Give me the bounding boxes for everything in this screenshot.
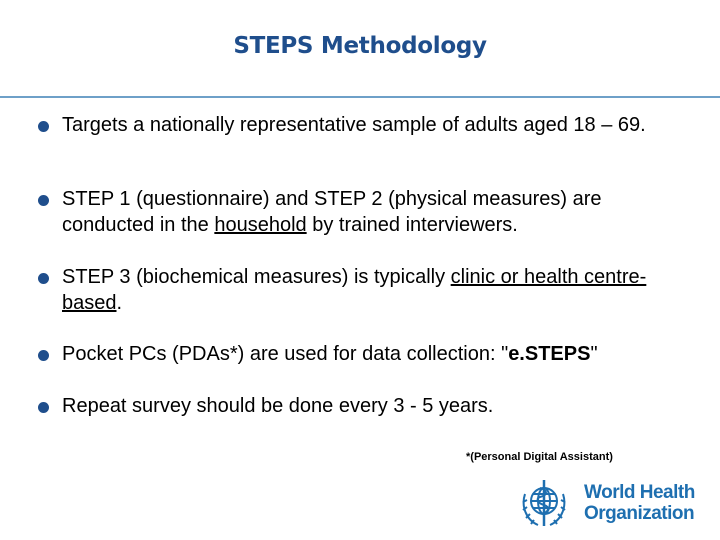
who-logo bbox=[516, 476, 696, 532]
bullet-text: Targets a nationally representative sample of adults aged 18 – 69. bbox=[62, 114, 646, 136]
logo-line-2: Organization bbox=[584, 503, 695, 524]
who-emblem-icon bbox=[516, 476, 572, 532]
bullet-text: STEP 1 (questionnaire) and STEP 2 (physical measures) are conducted in the household by trained interviewers. bbox=[62, 188, 602, 236]
underlined-term: household bbox=[214, 214, 307, 236]
who-logo-text bbox=[584, 482, 695, 524]
bullet-dot-icon bbox=[38, 402, 49, 413]
bullet-text: Pocket PCs (PDAs*) are used for data collection: "e.STEPS" bbox=[62, 343, 598, 365]
logo-line-1: World Health bbox=[584, 482, 695, 503]
bold-term: e.STEPS bbox=[508, 343, 591, 365]
slide-title: STEPS Methodology bbox=[233, 33, 487, 59]
bullet-dot-icon bbox=[38, 273, 49, 284]
bullet-dot-icon bbox=[38, 195, 49, 206]
bullet-text: STEP 3 (biochemical measures) is typically clinic or health centre-based. bbox=[62, 266, 647, 314]
bullet-text: Repeat survey should be done every 3 - 5 years. bbox=[62, 395, 494, 417]
bullet-dot-icon bbox=[38, 350, 49, 361]
bullet-dot-icon bbox=[38, 121, 49, 132]
underlined-term: clinic or health centre-based bbox=[62, 266, 647, 314]
title-divider bbox=[0, 96, 720, 98]
footnote: *(Personal Digital Assistant) bbox=[466, 451, 613, 463]
